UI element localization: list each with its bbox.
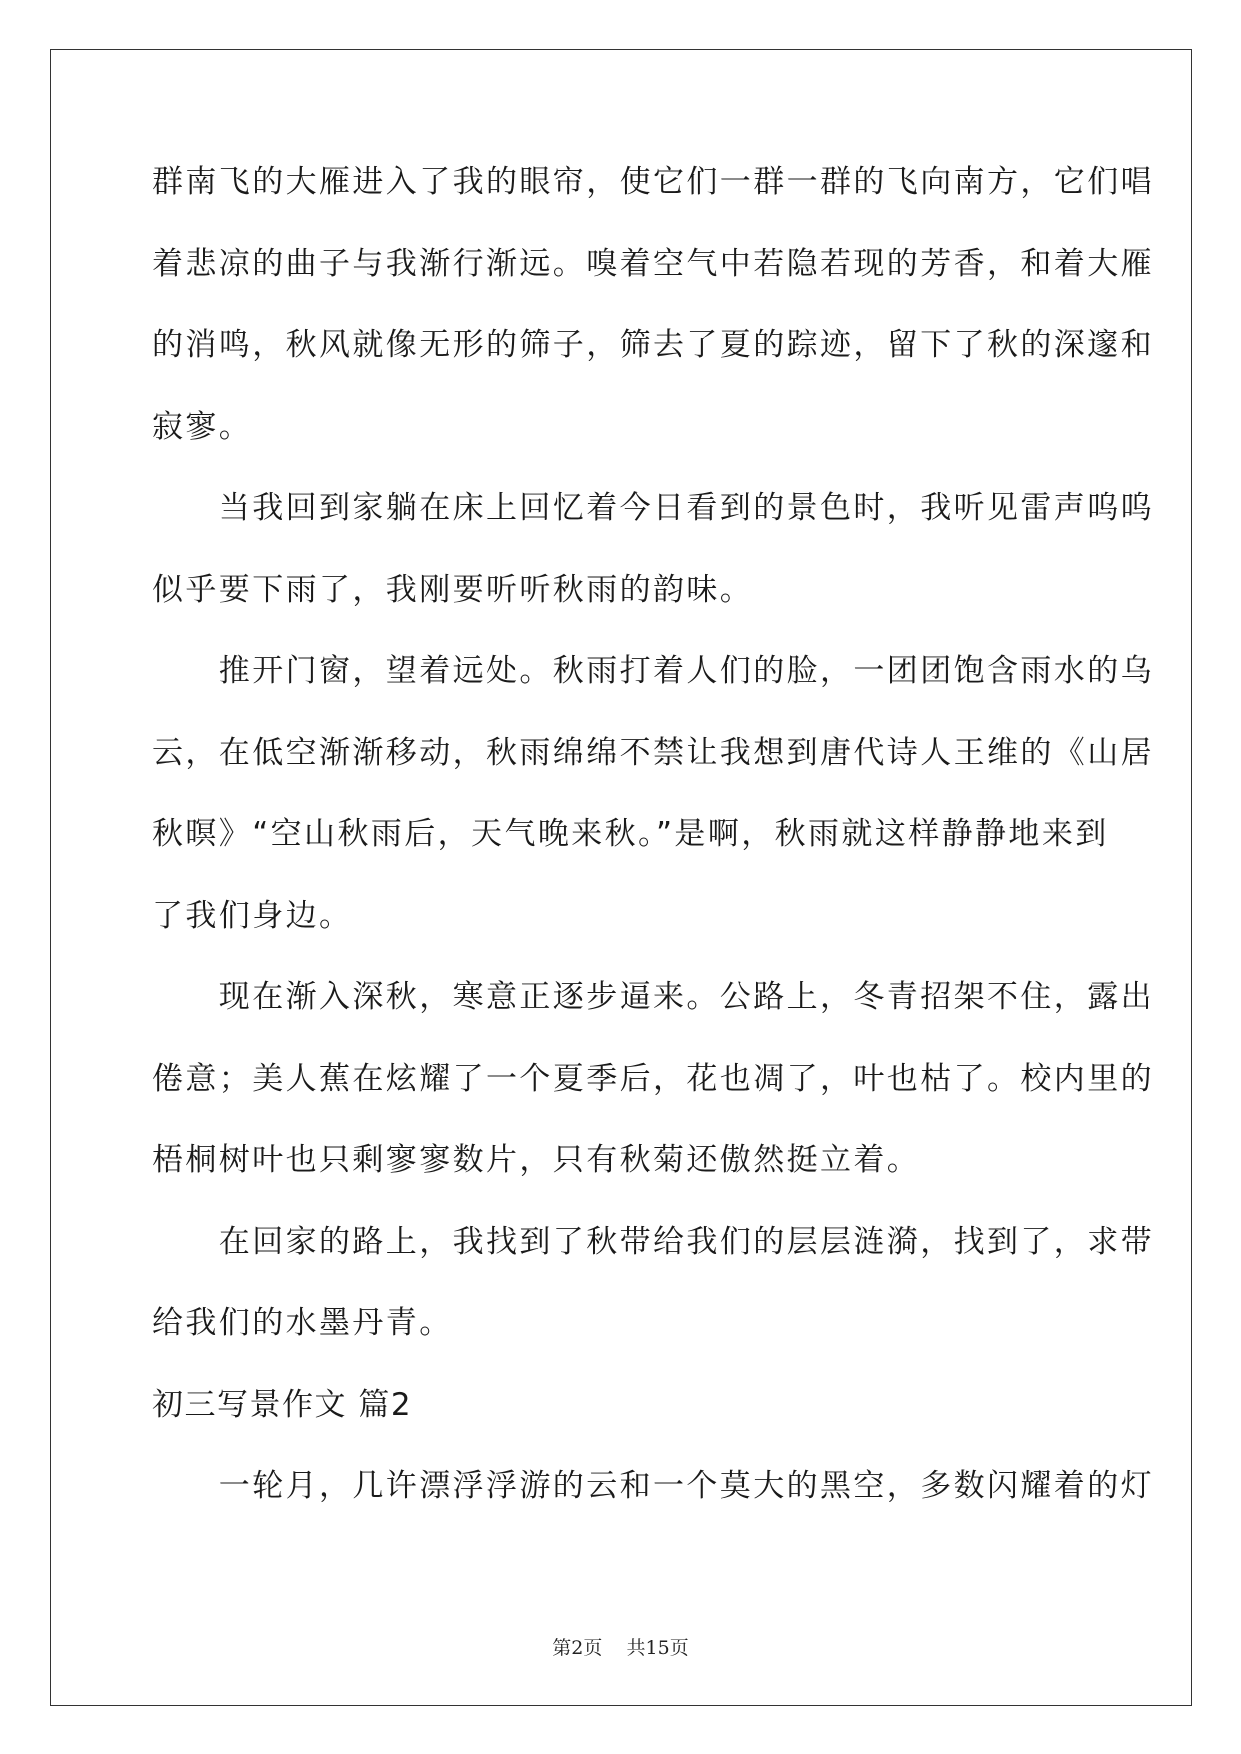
document-body bbox=[152, 160, 1154, 1546]
text-line: 梧桐树叶也只剩寥寥数片，只有秋菊还傲然挺立着。 bbox=[152, 1142, 921, 1178]
section-heading: 初三写景作文 篇2 bbox=[152, 1386, 413, 1423]
text-line: 在回家的路上，我找到了秋带给我们的层层涟漪，找到了，求带 bbox=[152, 1223, 1154, 1260]
text-line: 秋暝》“空山秋雨后，天气晚来秋。”是啊，秋雨就这样静静地来到 bbox=[152, 816, 1109, 852]
text-line: 云，在低空渐渐移动，秋雨绵绵不禁让我想到唐代诗人王维的《山居 bbox=[152, 734, 1154, 771]
text-line: 的消鸣，秋风就像无形的筛子，筛去了夏的踪迹，留下了秋的深邃和 bbox=[152, 327, 1154, 363]
text-line: 寂寥。 bbox=[152, 408, 253, 445]
text-line: 一轮月，几许漂浮浮游的云和一个莫大的黑空，多数闪耀着的灯 bbox=[152, 1468, 1154, 1504]
page-footer bbox=[0, 1636, 1241, 1660]
text-line: 似乎要下雨了，我刚要听听秋雨的韵味。 bbox=[152, 571, 754, 608]
text-line: 当我回到家躺在床上回忆着今日看到的景色时，我听见雷声呜呜 bbox=[152, 490, 1154, 526]
text-line: 群南飞的大雁进入了我的眼帘，使它们一群一群的飞向南方，它们唱 bbox=[152, 164, 1154, 200]
text-line: 着悲凉的曲子与我渐行渐远。嗅着空气中若隐若现的芳香，和着大雁 bbox=[152, 245, 1154, 282]
text-line: 倦意；美人蕉在炫耀了一个夏季后，花也凋了，叶也枯了。校内里的 bbox=[152, 1060, 1154, 1097]
page-total: 共15页 bbox=[626, 1637, 689, 1659]
text-line: 现在渐入深秋，寒意正逐步逼来。公路上，冬青招架不住，露出 bbox=[152, 979, 1154, 1015]
text-line: 推开门窗，望着远处。秋雨打着人们的脸，一团团饱含雨水的乌 bbox=[152, 653, 1154, 689]
text-line: 给我们的水墨丹青。 bbox=[152, 1305, 453, 1341]
page-number: 第2页 bbox=[552, 1637, 603, 1659]
text-line: 了我们身边。 bbox=[152, 897, 353, 934]
